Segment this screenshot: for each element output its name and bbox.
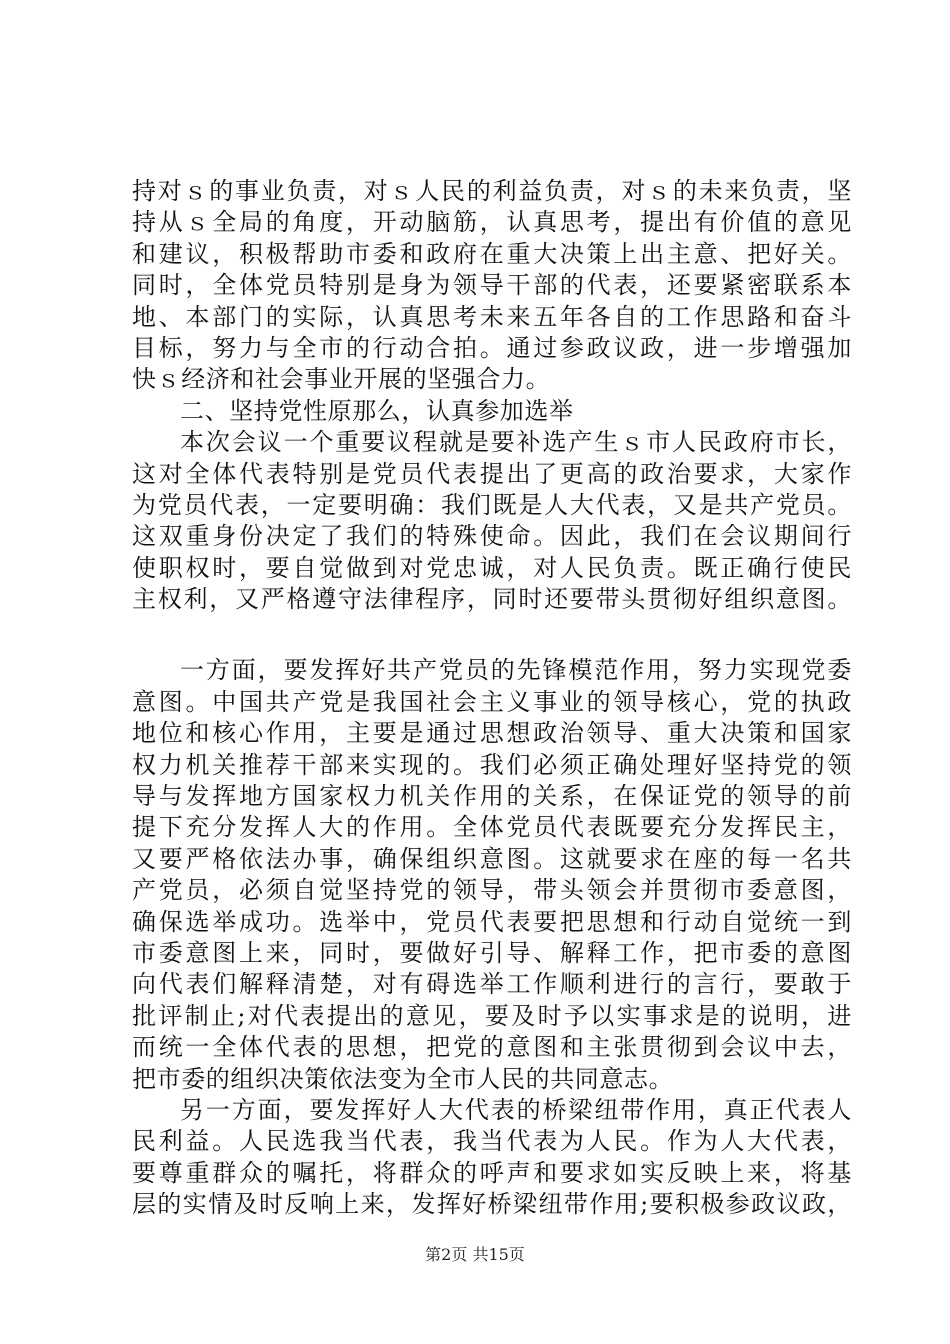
text-line: 为党员代表，一定要明确：我们既是人大代表，又是共产党员。 xyxy=(132,490,852,519)
text-line: 快ｓ经济和社会事业开展的坚强合力。 xyxy=(132,365,551,394)
paragraph-3 xyxy=(132,655,852,1094)
page-footer: 第2页 共15页 xyxy=(425,1245,525,1264)
text-line: 一方面，要发挥好共产党员的先锋模范作用，努力实现党委 xyxy=(180,656,852,685)
paragraph-4 xyxy=(132,1095,852,1221)
text-line: 本次会议一个重要议程就是要补选产生ｓ市人民政府市长， xyxy=(180,428,852,457)
text-line: 市委意图上来，同时，要做好引导、解释工作，把市委的意图 xyxy=(132,938,852,967)
text-line: 主权利，又严格遵守法律程序，同时还要带头贯彻好组织意图。 xyxy=(132,585,852,614)
text-line: 地位和核心作用，主要是通过思想政治领导、重大决策和国家 xyxy=(132,719,852,748)
text-line: 另一方面，要发挥好人大代表的桥梁纽带作用，真正代表人 xyxy=(180,1095,852,1124)
document-body xyxy=(132,176,852,1221)
text-line: 使职权时，要自觉做到对党忠诚，对人民负责。既正确行使民 xyxy=(132,553,852,582)
text-line: 目标，努力与全市的行动合拍。通过参政议政，进一步增强加 xyxy=(132,333,852,362)
text-line: 持从ｓ全局的角度，开动脑筋，认真思考，提出有价值的意见 xyxy=(132,208,852,237)
text-line: 权力机关推荐干部来实现的。我们必须正确处理好坚持党的领 xyxy=(132,750,852,779)
text-line: 同时，全体党员特别是身为领导干部的代表，还要紧密联系本 xyxy=(132,271,852,300)
paragraph-gap xyxy=(132,615,852,655)
text-line: 地、本部门的实际，认真思考未来五年各自的工作思路和奋斗 xyxy=(132,302,852,331)
text-line: 而统一全体代表的思想，把党的意图和主张贯彻到会议中去， xyxy=(132,1033,852,1062)
text-line: 这双重身份决定了我们的特殊使命。因此，我们在会议期间行 xyxy=(132,522,852,551)
text-line: 要尊重群众的嘱托，将群众的呼声和要求如实反映上来，将基 xyxy=(132,1158,852,1187)
text-line: 民利益。人民选我当代表，我当代表为人民。作为人大代表， xyxy=(132,1127,852,1156)
text-line: 这对全体代表特别是党员代表提出了更高的政治要求，大家作 xyxy=(132,459,852,488)
text-line: 层的实情及时反响上来，发挥好桥梁纽带作用;要积极参政议政， xyxy=(132,1190,852,1219)
text-line: 确保选举成功。选举中，党员代表要把思想和行动自觉统一到 xyxy=(132,907,852,936)
text-line: 把市委的组织决策依法变为全市人民的共同意志。 xyxy=(132,1064,674,1093)
text-line: 持对ｓ的事业负责，对ｓ人民的利益负责，对ｓ的未来负责，坚 xyxy=(132,177,852,205)
section-heading: 二、坚持党性原那么，认真参加选举 xyxy=(180,396,574,425)
paragraph-2 xyxy=(132,427,852,615)
text-line: 批评制止;对代表提出的意见，要及时予以实事求是的说明，进 xyxy=(132,1001,852,1030)
text-line: 和建议，积极帮助市委和政府在重大决策上出主意、把好关。 xyxy=(132,239,852,268)
text-line: 意图。中国共产党是我国社会主义事业的领导核心，党的执政 xyxy=(132,687,852,716)
paragraph-1 xyxy=(132,176,852,396)
text-line: 提下充分发挥人大的作用。全体党员代表既要充分发挥民主， xyxy=(132,813,852,842)
text-line: 向代表们解释清楚，对有碍选举工作顺利进行的言行，要敢于 xyxy=(132,970,852,999)
text-line: 又要严格依法办事，确保组织意图。这就要求在座的每一名共 xyxy=(132,844,852,873)
text-line: 产党员，必须自觉坚持党的领导，带头领会并贯彻市委意图， xyxy=(132,876,852,905)
text-line: 导与发挥地方国家权力机关作用的关系，在保证党的领导的前 xyxy=(132,782,852,811)
